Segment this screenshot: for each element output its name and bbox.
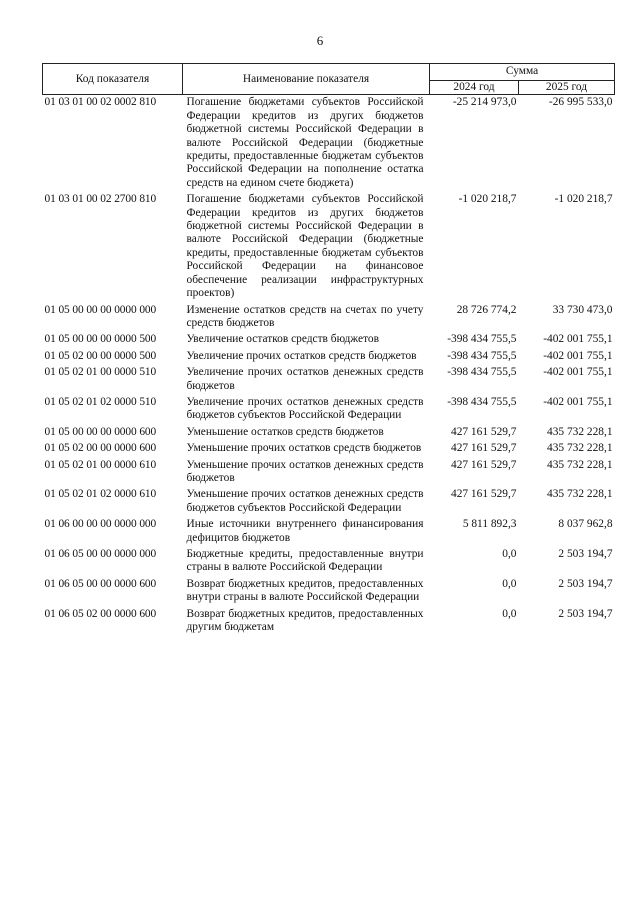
row-code: 01 05 02 00 00 0000 600 (44, 442, 157, 455)
table-body (43, 95, 615, 638)
table-row (43, 426, 615, 442)
row-code: 01 03 01 00 02 0002 810 (44, 96, 157, 109)
row-code: 01 03 01 00 02 2700 810 (44, 193, 157, 206)
row-value-2025: -26 995 533,0 (548, 96, 613, 109)
header-year-2024: 2024 год (430, 81, 519, 95)
row-value-2025: 2 503 194,7 (558, 577, 613, 590)
row-value-2025: 435 732 228,1 (547, 442, 613, 455)
row-value-2024: -398 434 755,5 (447, 333, 517, 346)
row-name: Погашение бюджетами субъектов Российской Федерации кредитов из других бюджетов бюджетной системы Российской Федерации в валюте Российской Федерации (бюджетные кредиты, предоставленные бюджетам субъектов Российской Федерации на финансовое обеспечение реализации инфраструктурных проектов) (186, 193, 424, 300)
row-value-2025: 2 503 194,7 (558, 607, 613, 620)
row-name: Возврат бюджетных кредитов, предоставленных внутри страны в валюте Российской Федерации (186, 577, 424, 604)
row-name: Изменение остатков средств на счетах по учету средств бюджетов (186, 303, 424, 329)
row-code: 01 06 05 00 00 0000 000 (44, 548, 157, 560)
header-code: Код показателя (43, 64, 183, 95)
row-name: Уменьшение прочих остатков средств бюджетов (186, 442, 422, 455)
row-value-2025: -402 001 755,1 (543, 395, 613, 408)
row-name: Увеличение прочих остатков средств бюджетов (186, 349, 417, 362)
row-name: Уменьшение остатков средств бюджетов (186, 425, 384, 438)
row-value-2024: -25 214 973,0 (452, 96, 517, 109)
row-code: 01 05 00 00 00 0000 600 (44, 425, 157, 438)
row-value-2025: -402 001 755,1 (543, 366, 613, 379)
table-row (43, 578, 615, 608)
row-name: Бюджетные кредиты, предоставленные внутри страны в валюте Российской Федерации (186, 548, 424, 574)
row-code: 01 06 05 02 00 0000 600 (44, 607, 157, 620)
row-value-2024: 427 161 529,7 (451, 442, 517, 455)
row-code: 01 05 00 00 00 0000 500 (44, 333, 157, 346)
table-row (43, 459, 615, 489)
table-row (43, 350, 615, 366)
row-value-2024: 5 811 892,3 (462, 518, 517, 531)
row-name: Возврат бюджетных кредитов, предоставленных другим бюджетам (186, 607, 424, 634)
row-value-2024: 427 161 529,7 (451, 458, 517, 471)
row-value-2024: 0,0 (502, 577, 517, 590)
row-code: 01 05 02 00 00 0000 500 (44, 349, 157, 362)
table-row (43, 366, 615, 396)
row-name: Уменьшение прочих остатков денежных средств бюджетов субъектов Российской Федерации (186, 488, 424, 514)
row-code: 01 06 00 00 00 0000 000 (44, 518, 157, 531)
row-value-2025: -1 020 218,7 (554, 193, 613, 206)
row-value-2025: 435 732 228,1 (547, 488, 613, 501)
header-year-2025: 2025 год (519, 81, 615, 95)
row-value-2024: 427 161 529,7 (451, 488, 517, 501)
row-value-2024: 0,0 (502, 607, 517, 620)
row-name: Увеличение остатков средств бюджетов (186, 333, 379, 346)
row-value-2024: 427 161 529,7 (451, 425, 517, 438)
table-row (43, 333, 615, 349)
row-value-2024: -1 020 218,7 (458, 193, 517, 206)
row-code: 01 05 00 00 00 0000 000 (44, 303, 157, 316)
table-row (43, 304, 615, 334)
row-value-2024: -398 434 755,5 (447, 349, 517, 362)
row-code: 01 06 05 00 00 0000 600 (44, 577, 157, 590)
row-value-2024: 28 726 774,2 (456, 303, 517, 316)
row-name: Увеличение прочих остатков денежных средств бюджетов субъектов Российской Федерации (186, 395, 424, 422)
row-name: Погашение бюджетами субъектов Российской Федерации кредитов из других бюджетов бюджетной системы Российской Федерации в валюте Российской Федерации (бюджетные кредиты, предоставленные бюджетам субъектов Российской Федерации на пополнение остатка средств на едином счете бюджета) (186, 96, 424, 189)
row-value-2024: 0,0 (502, 548, 517, 560)
table-header (43, 64, 615, 95)
table-row (43, 95, 615, 193)
table-row (43, 488, 615, 518)
row-value-2025: 435 732 228,1 (547, 425, 613, 438)
table-row (43, 548, 615, 578)
row-code: 01 05 02 01 00 0000 510 (44, 366, 157, 379)
table-row (43, 608, 615, 638)
row-value-2025: -402 001 755,1 (543, 349, 613, 362)
table-row (43, 518, 615, 548)
page-number: 6 (316, 33, 324, 48)
row-value-2025: -402 001 755,1 (543, 333, 613, 346)
header-name: Наименование показателя (183, 64, 430, 95)
row-value-2024: -398 434 755,5 (447, 395, 517, 408)
table-row (43, 442, 615, 458)
row-code: 01 05 02 01 02 0000 610 (44, 488, 157, 501)
table-row (43, 396, 615, 426)
budget-sources-table (42, 63, 615, 637)
row-value-2025: 2 503 194,7 (558, 548, 613, 560)
row-value-2025: 435 732 228,1 (547, 458, 613, 471)
row-name: Увеличение прочих остатков денежных средств бюджетов (186, 366, 424, 392)
row-value-2025: 8 037 962,8 (558, 518, 613, 531)
row-value-2024: -398 434 755,5 (447, 366, 517, 379)
row-name: Иные источники внутреннего финансирования дефицитов бюджетов (186, 518, 424, 544)
header-sum: Сумма (430, 64, 615, 81)
table-row (43, 193, 615, 303)
row-code: 01 05 02 01 00 0000 610 (44, 458, 157, 471)
row-value-2025: 33 730 473,0 (552, 303, 613, 316)
row-name: Уменьшение прочих остатков денежных средств бюджетов (186, 458, 424, 484)
row-code: 01 05 02 01 02 0000 510 (44, 395, 157, 408)
